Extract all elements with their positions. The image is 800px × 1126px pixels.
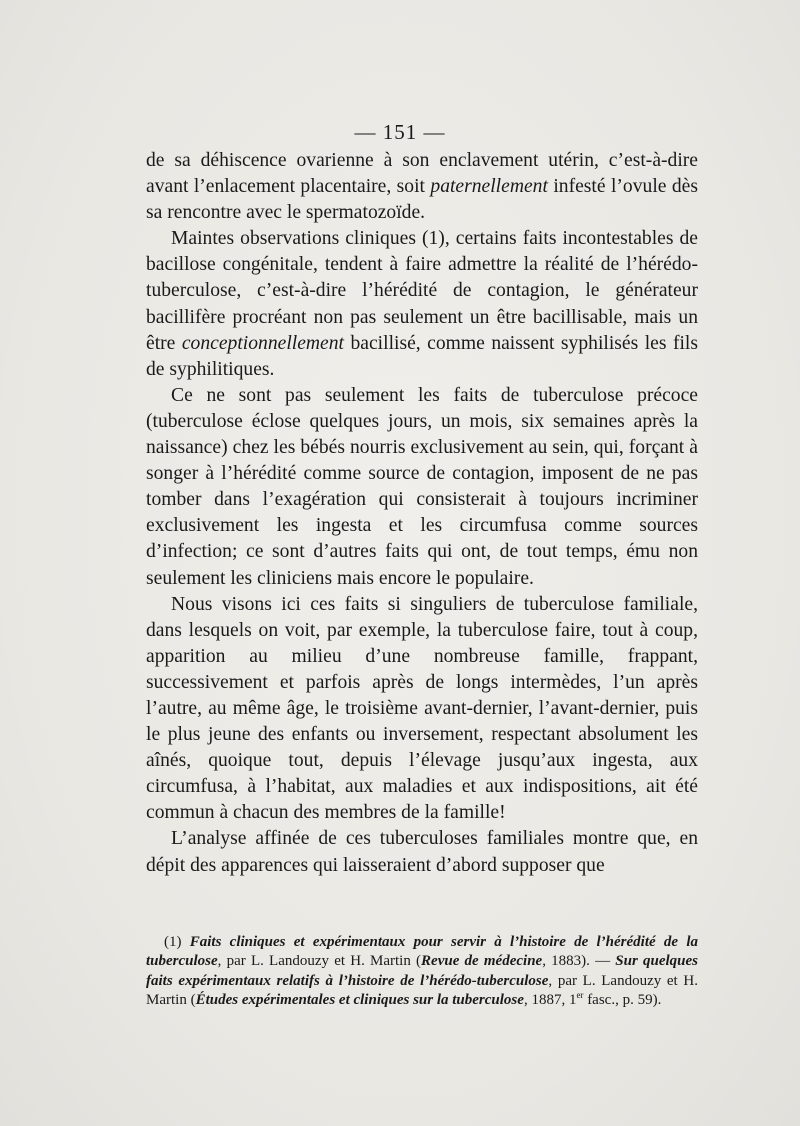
paragraph-1 [146,148,698,226]
footnote-text-6: , par L. Landouzy et H. Martin ( [146,972,698,1009]
paragraph-2-emphasis: conceptionnellement [181,332,344,354]
page-number: — 151 — [354,120,446,144]
footnote-text-4: , 1883). — [542,953,616,970]
paragraph-1-emphasis: paternellement [430,176,548,198]
footnote-title-1: Faits cliniques et expérimentaux pour servir à l’histoire de l’hérédité de la tuberculose [146,934,698,970]
body-text [146,148,698,879]
footnote-text-9: fasc., p. 59). [583,992,662,1009]
footnote-superscript: er [576,990,584,1001]
footnote-1 [146,933,698,1011]
footnote-text-8: , 1887, 1 [523,992,577,1009]
footnote-journal: Revue de médecine [421,953,543,970]
paragraph-3: Ce ne sont pas seulement les faits de tuberculose précoce (tuberculose éclose quelques jours, un mois, six semaines après la naissance) chez les bébés nourris exclusivement au sein, qui, forçant à songer à l’hérédité comme source de contagion, imposent de ne pas tomber dans l’exagération qui consisterait à toujours incriminer exclusivement les ingesta et les circumfusa comme sources d’infection; ce sont d’autres faits qui ont, de tout temps, ému non seulement les cliniciens mais encore le populaire. [146,384,698,589]
paragraph-5: L’analyse affinée de ces tuberculoses familiales montre que, en dépit des apparences qui laisseraient d’abord supposer que [146,828,698,876]
footnote-text-2: , par L. Landouzy et H. Martin ( [217,953,422,970]
paragraph-4: Nous visons ici ces faits si singuliers de tuberculose familiale, dans lesquels on voit, par exemple, la tuberculose faire, tout à coup, apparition au milieu d’une nombreuse famille, frappant, successivement et parfois après de longs intermèdes, l’un après l’autre, au même âge, le troisième avant-dernier, l’avant-dernier, puis le plus jeune des enfants ou inversement, respectant absolument les aînés, quoique tout, depuis l’élevage jusqu’aux ingesta, aux circumfusa, à l’habitat, aux maladies et aux indispositions, ait été commun à chacun des membres de la famille! [146,593,698,824]
paragraph-2 [146,226,698,383]
paragraph-2-text-b: bacillisé, comme naissent syphilisés les fils de syphilitiques. [146,332,698,380]
paragraph-2-text-a: Maintes observations cliniques (1), certains faits incontestables de bacillose congénitale, tendent à faire admettre la réalité de l’hérédo-tuberculose, c’est-à-dire l’hérédité de contagion, le générateur bacillifère procréant non pas seulement un être bacillisable, mais un être [146,228,698,354]
footnotes [146,933,698,1011]
paragraph-1-text-a: de sa déhiscence ovarienne à son enclavement utérin, c’est-à-dire avant l’enlacement placentaire, soit [146,150,698,198]
footnote-book-title: Études expérimentales et cliniques sur la tuberculose [195,992,524,1009]
footnote-mark: (1) [164,934,190,950]
footnote-title-2: Sur quelques faits expérimentaux relatifs à l’histoire de l’hérédo-tuberculose [146,953,698,989]
paragraph-1-text-b: infesté l’ovule dès sa rencontre avec le spermatozoïde. [146,176,698,224]
